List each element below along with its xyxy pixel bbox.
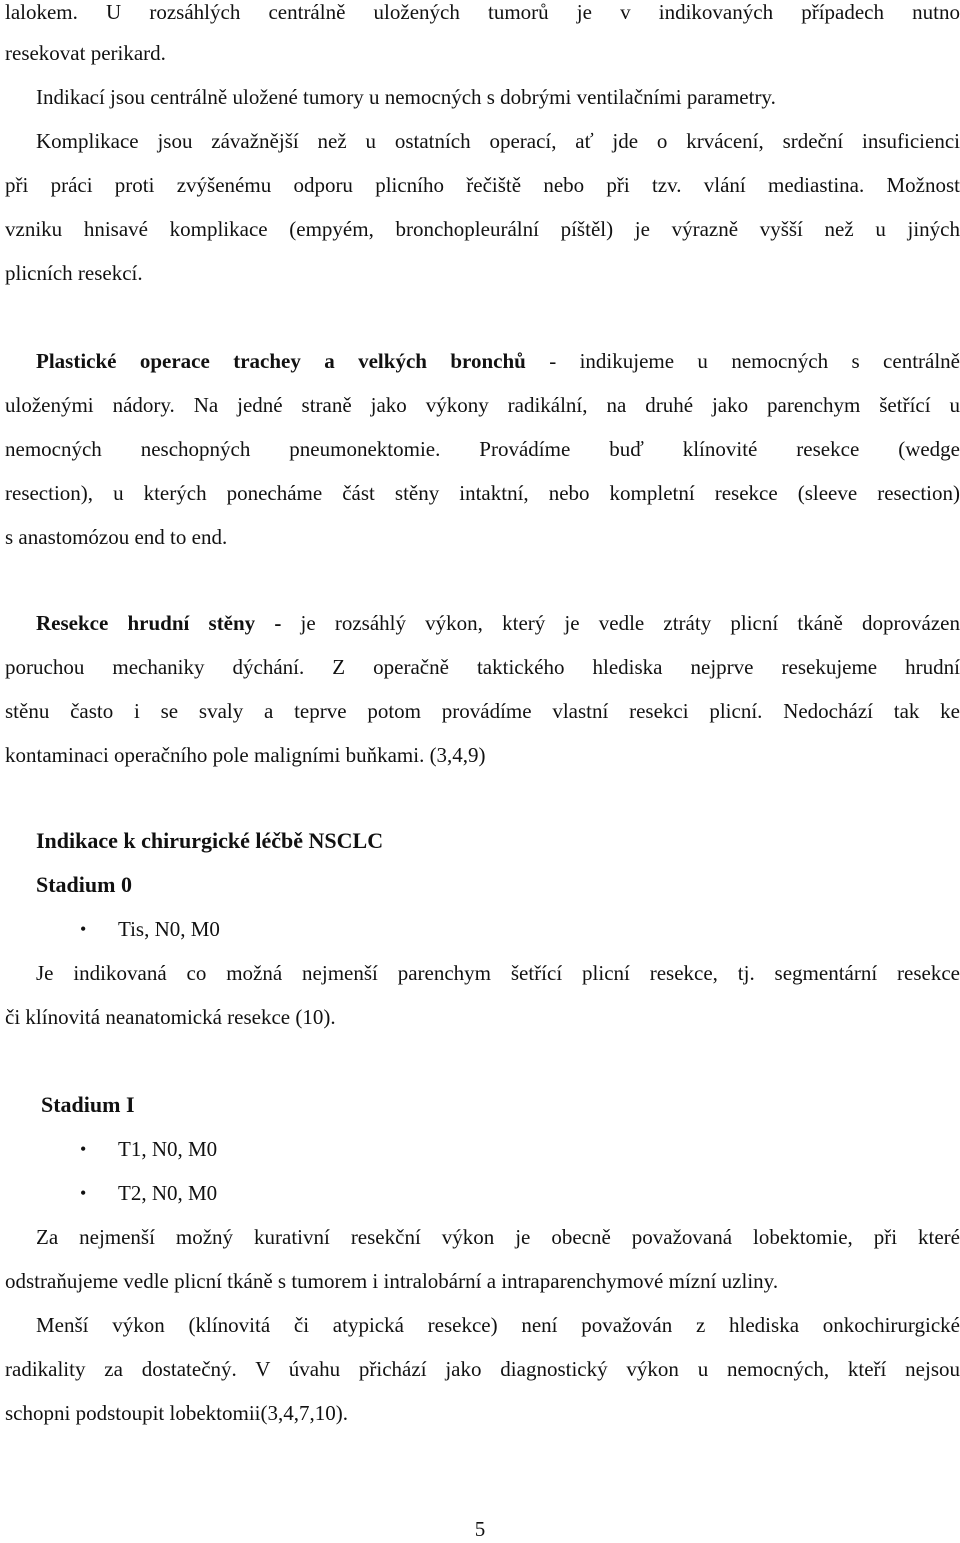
- paragraph-line: nemocných neschopných pneumonektomie. Provádíme buď klínovité resekce (wedge: [5, 437, 960, 461]
- paragraph-line: resection), u kterých ponecháme část stěny intaktní, nebo kompletní resekce (sleeve resection): [5, 481, 960, 505]
- paragraph-line: [36, 608, 960, 638]
- paragraph-line: kontaminaci operačního pole maligními buňkami. (3,4,9): [5, 743, 486, 767]
- paragraph-line: [36, 346, 960, 376]
- paragraph-line: Za nejmenší možný kurativní resekční výkon je obecně považovaná lobektomie, při které: [36, 1225, 960, 1249]
- paragraph-line: poruchou mechaniky dýchání. Z operačně taktického hlediska nejprve resekujeme hrudní: [5, 655, 960, 679]
- paragraph-line: s anastomózou end to end.: [5, 525, 228, 549]
- paragraph-line: uloženými nádory. Na jedné straně jako výkony radikální, na druhé jako parenchym šetřící u: [5, 393, 960, 417]
- paragraph-line: Indikací jsou centrálně uložené tumory u nemocných s dobrými ventilačními parametry.: [36, 85, 776, 109]
- paragraph-line: schopni podstoupit lobektomii(3,4,7,10).: [5, 1401, 348, 1425]
- paragraph-line: lalokem. U rozsáhlých centrálně uložených tumorů je v indikovaných případech nutno: [5, 0, 960, 24]
- bullet-item: [0, 914, 960, 944]
- paragraph-line: stěnu často i se svaly a teprve potom provádíme vlastní resekci plicní. Nedochází tak ke: [5, 699, 960, 723]
- paragraph-bold-lead: Resekce hrudní stěny -: [36, 611, 282, 635]
- paragraph-line: Je indikovaná co možná nejmenší parenchym šetřící plicní resekce, tj. segmentární resekce: [36, 961, 960, 985]
- paragraph-line: plicních resekcí.: [5, 261, 143, 285]
- bullet-icon: •: [80, 919, 87, 939]
- paragraph-line: či klínovitá neanatomická resekce (10).: [5, 1005, 336, 1029]
- section-heading: Indikace k chirurgické léčbě NSCLC: [36, 828, 384, 853]
- paragraph-line: při práci proti zvýšenému odporu plicního řečiště nebo při tzv. vlání mediastina. Možnost: [5, 173, 960, 197]
- bullet-text: T1, N0, M0: [118, 1137, 218, 1161]
- paragraph-line: odstraňujeme vedle plicní tkáně s tumorem i intralobární a intraparenchymové mízní uzliny.: [5, 1269, 779, 1293]
- paragraph-text: - indikujeme u nemocných s centrálně: [525, 349, 960, 373]
- paragraph-text: je rozsáhlý výkon, který je vedle ztráty plicní tkáně doprovázen: [281, 611, 960, 635]
- bullet-icon: •: [80, 1139, 87, 1159]
- paragraph-line: vzniku hnisavé komplikace (empyém, bronchopleurální píštěl) je výrazně vyšší než u jiných: [5, 217, 960, 241]
- paragraph-line: Menší výkon (klínovitá či atypická resekce) není považován z hlediska onkochirurgické: [36, 1313, 960, 1337]
- bullet-icon: •: [80, 1183, 87, 1203]
- stage-heading: Stadium I: [41, 1092, 135, 1117]
- bullet-item: [0, 1134, 960, 1164]
- page-number: 5: [474, 1517, 486, 1541]
- paragraph-line: radikality za dostatečný. V úvahu přichází jako diagnostický výkon u nemocných, kteří nejsou: [5, 1357, 960, 1381]
- bullet-text: Tis, N0, M0: [118, 917, 220, 941]
- paragraph-bold-lead: Plastické operace trachey a velkých bronchů: [36, 349, 526, 373]
- paragraph-line: resekovat perikard.: [5, 41, 166, 65]
- bullet-item: [0, 1178, 960, 1208]
- paragraph-line: Komplikace jsou závažnější než u ostatních operací, ať jde o krvácení, srdeční insuficienci: [36, 129, 960, 153]
- bullet-text: T2, N0, M0: [118, 1181, 218, 1205]
- stage-heading: Stadium 0: [36, 872, 132, 897]
